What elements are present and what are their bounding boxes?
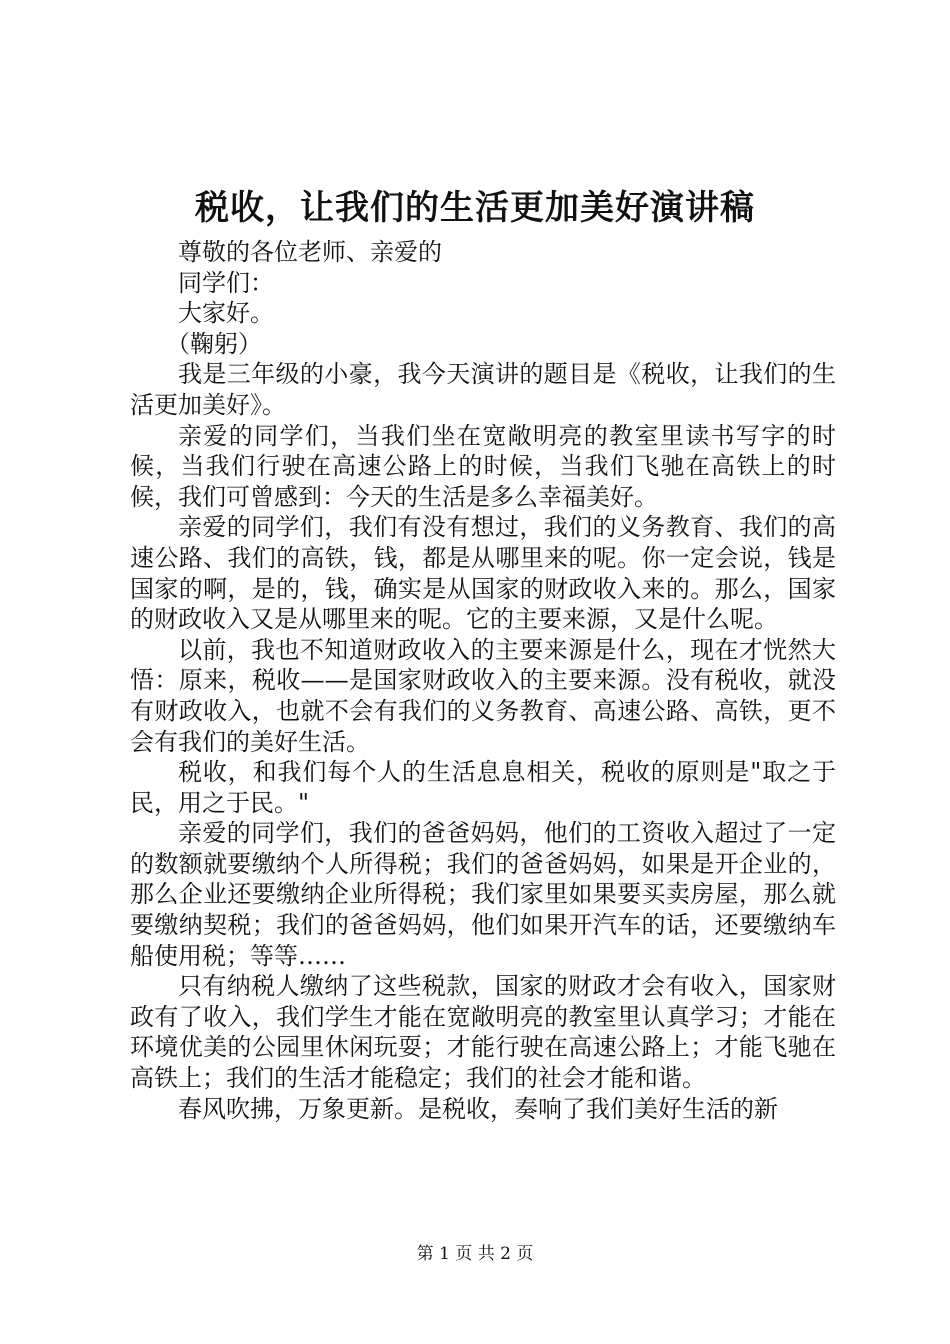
document-body	[130, 237, 836, 1124]
paragraph: 只有纳税人缴纳了这些税款，国家的财政才会有收入，国家财政有了收入，我们学生才能在宽敞明亮的教室里认真学习；才能在环境优美的公园里休闲玩耍；才能行驶在高速公路上；才能飞驰在高铁上；我们的生活才能稳定；我们的社会才能和谐。	[130, 972, 836, 1093]
greeting-line: 大家好。	[178, 299, 274, 328]
document-title: 税收，让我们的生活更加美好演讲稿	[195, 188, 755, 228]
paragraph: 我是三年级的小豪，我今天演讲的题目是《税收，让我们的生活更加美好》。	[130, 360, 836, 419]
greeting-line: 尊敬的各位老师、亲爱的	[178, 238, 442, 266]
greeting-line: 同学们：	[178, 268, 274, 297]
paragraph: 以前，我也不知道财政收入的主要来源是什么，现在才恍然大悟：原来，税收——是国家财政收入的主要来源。没有税收，就没有财政收入，也就不会有我们的义务教育、高速公路、高铁，更不会有我们的美好生活。	[130, 635, 836, 756]
page-footer: 第 1 页 共 2 页	[416, 1244, 534, 1264]
paragraph: 亲爱的同学们，我们有没有想过，我们的义务教育、我们的高速公路、我们的高铁，钱，都是从哪里来的呢。你一定会说，钱是国家的啊，是的，钱，确实是从国家的财政收入来的。那么，国家的财政收入又是从哪里来的呢。它的主要来源，又是什么呢。	[130, 513, 836, 634]
paragraph: 税收，和我们每个人的生活息息相关，税收的原则是"取之于民，用之于民。"	[130, 758, 836, 817]
stage-direction: （鞠躬）	[166, 329, 262, 358]
paragraph: 亲爱的同学们，我们的爸爸妈妈，他们的工资收入超过了一定的数额就要缴纳个人所得税；我们的爸爸妈妈，如果是开企业的，那么企业还要缴纳企业所得税；我们家里如果要买卖房屋，那么就要缴纳契税；我们的爸爸妈妈，他们如果开汽车的话，还要缴纳车船使用税；等等……	[130, 819, 836, 970]
paragraph: 亲爱的同学们，当我们坐在宽敞明亮的教室里读书写字的时候，当我们行驶在高速公路上的时候，当我们飞驰在高铁上的时候，我们可曾感到：今天的生活是多么幸福美好。	[130, 421, 836, 511]
paragraph: 春风吹拂，万象更新。是税收，奏响了我们美好生活的新	[178, 1094, 778, 1123]
